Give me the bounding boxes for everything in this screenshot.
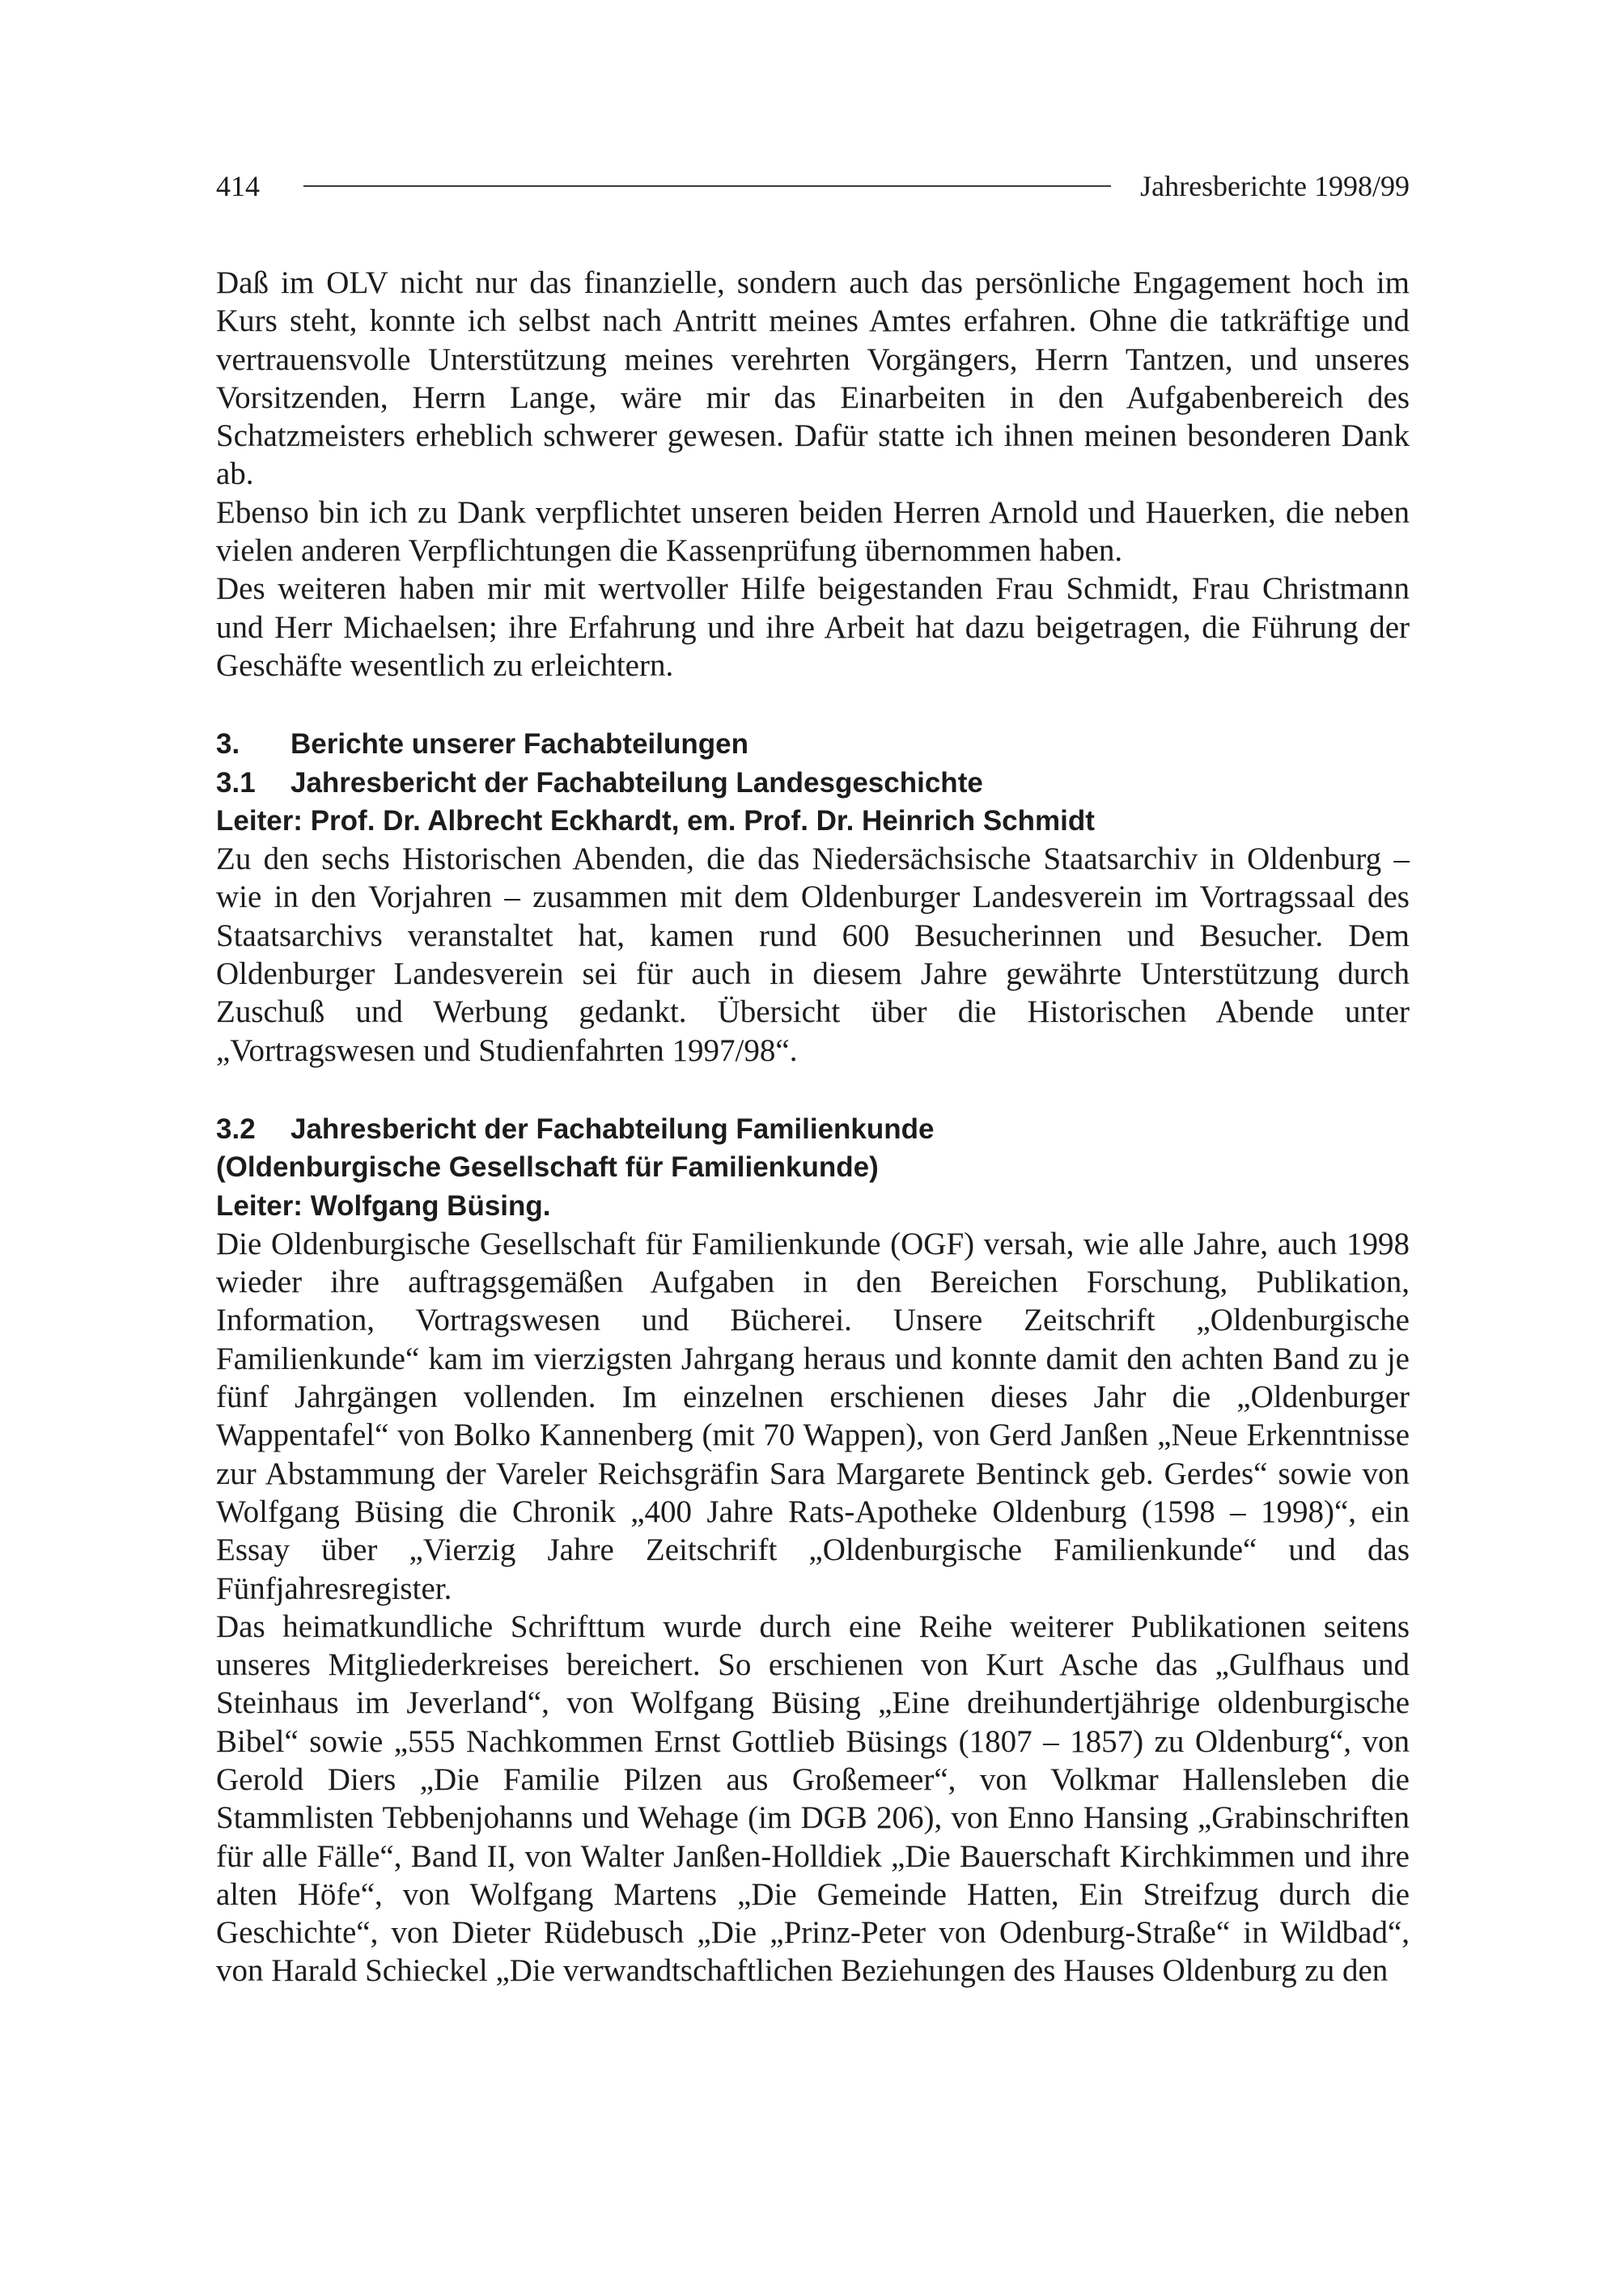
section-3-1-title: Jahresbericht der Fachabteilung Landesgeschichte [290,766,983,799]
section-spacer [216,685,1410,725]
intro-paragraph-3: Des weiteren haben mir mit wertvoller Hilfe beigestanden Frau Schmidt, Frau Christmann und Herr Michaelsen; ihre Erfahrung und ihre Arbeit hat dazu beigetragen, die Führung der Geschäfte wesentlich zu erleichtern. [216,571,1410,683]
running-title: Jahresberichte 1998/99 [1140,170,1410,202]
section-3-heading [216,725,1410,763]
section-3-2-title: Jahresbericht der Fachabteilung Familienkunde [290,1113,935,1145]
section-spacer [216,1070,1410,1110]
section-3-2-heading [216,1110,1410,1148]
section-3-2-paragraph-2: Das heimatkundliche Schrifttum wurde durch eine Reihe weiterer Publikationen seitens unseres Mitgliederkreises bereichert. So erschienen von Kurt Asche das „Gulfhaus und Steinhaus im Jeverland“, von Wolfgang Büsing „Eine dreihundertjährige oldenburgische Bibel“ sowie „555 Nachkommen Ernst Gottlieb Büsings (1807 – 1857) zu Oldenburg“, von Gerold Diers „Die Familie Pilzen aus Großemeer“, von Volkmar Hallensleben die Stammlisten Tebbenjohanns und Wehage (im DGB 206), von Enno Hansing „Grabinschriften für alle Fälle“, Band II, von Walter Janßen-Holldiek „Die Bauerschaft Kirchkimmen und ihre alten Höfe“, von Wolfgang Martens „Die Gemeinde Hatten, Ein Streifzug durch die Geschichte“, von Dieter Rüdebusch „Die „Prinz-Peter von Odenburg-Straße“ in Wildbad“, von Harald Schieckel „Die verwandtschaftlichen Beziehungen des Hauses Oldenburg zu den [216,1608,1410,1989]
section-3-2-subtitle: (Oldenburgische Gesellschaft für Familienkunde) [216,1151,879,1184]
section-3-title: Berichte unserer Fachabteilungen [290,728,748,761]
intro-paragraph-2: Ebenso bin ich zu Dank verpflichtet unseren beiden Herren Arnold und Hauerken, die neben vielen anderen Verpflichtungen die Kassenprüfung übernommen haben. [216,494,1410,569]
section-3-1-heading [216,764,1410,802]
running-header [216,162,1410,210]
document-page [216,162,1410,1990]
section-3-1-paragraph: Zu den sechs Historischen Abenden, die das Niedersächsische Staatsarchiv in Oldenburg – wie in den Vorjahren – zusammen mit dem Oldenburger Landesverein im Vortragssaal des Staatsarchivs veranstaltet hat, kamen rund 600 Besucherinnen und Besucher. Dem Oldenburger Landesverein sei für auch in diesem Jahre gewährte Unterstützung durch Zuschuß und Werbung gedankt. Übersicht über die Historischen Abende unter „Vortragswesen und Studienfahrten 1997/98“. [216,841,1410,1068]
page-number: 414 [216,170,260,202]
section-3-2-paragraph-1: Die Oldenburgische Gesellschaft für Familienkunde (OGF) versah, wie alle Jahre, auch 1998 wieder ihre auftragsgemäßen Aufgaben in den Bereichen Forschung, Publikation, Information, Vortragswesen und Bücherei. Unsere Zeitschrift „Oldenburgische Familienkunde“ kam im vierzigsten Jahrgang heraus und konnte damit den achten Band zu je fünf Jahrgängen vollenden. Im einzelnen erschienen dieses Jahr die „Oldenburger Wappentafel“ von Bolko Kannenberg (mit 70 Wappen), von Gerd Janßen „Neue Erkenntnisse zur Abstammung der Vareler Reichsgräfin Sara Margarete Bentinck geb. Gerdes“ sowie von Wolfgang Büsing die Chronik „400 Jahre Rats-Apotheke Oldenburg (1598 – 1998)“, ein Essay über „Vierzig Jahre Zeitschrift „Oldenburgische Familienkunde“ und das Fünfjahresregister. [216,1226,1410,1606]
section-3-2-leader: Leiter: Wolfgang Büsing. [216,1189,551,1222]
header-rule [303,185,1111,187]
body-text [216,264,1410,1990]
section-3-number: 3. [216,728,240,761]
section-3-1-leader: Leiter: Prof. Dr. Albrecht Eckhardt, em. Prof. Dr. Heinrich Schmidt [216,804,1095,837]
section-3-2-number: 3.2 [216,1113,256,1145]
intro-paragraph-1: Daß im OLV nicht nur das finanzielle, sondern auch das persönliche Engagement hoch im Kurs steht, konnte ich selbst nach Antritt meines Amtes erfahren. Ohne die tatkräftige und vertrauensvolle Unterstützung meines verehrten Vorgängers, Herrn Tantzen, und unseres Vorsitzenden, Herrn Lange, wäre mir das Einarbeiten in den Aufgabenbereich des Schatzmeisters erheblich schwerer gewesen. Dafür statte ich ihnen meinen besonderen Dank ab. [216,265,1410,492]
section-3-1-number: 3.1 [216,766,256,799]
